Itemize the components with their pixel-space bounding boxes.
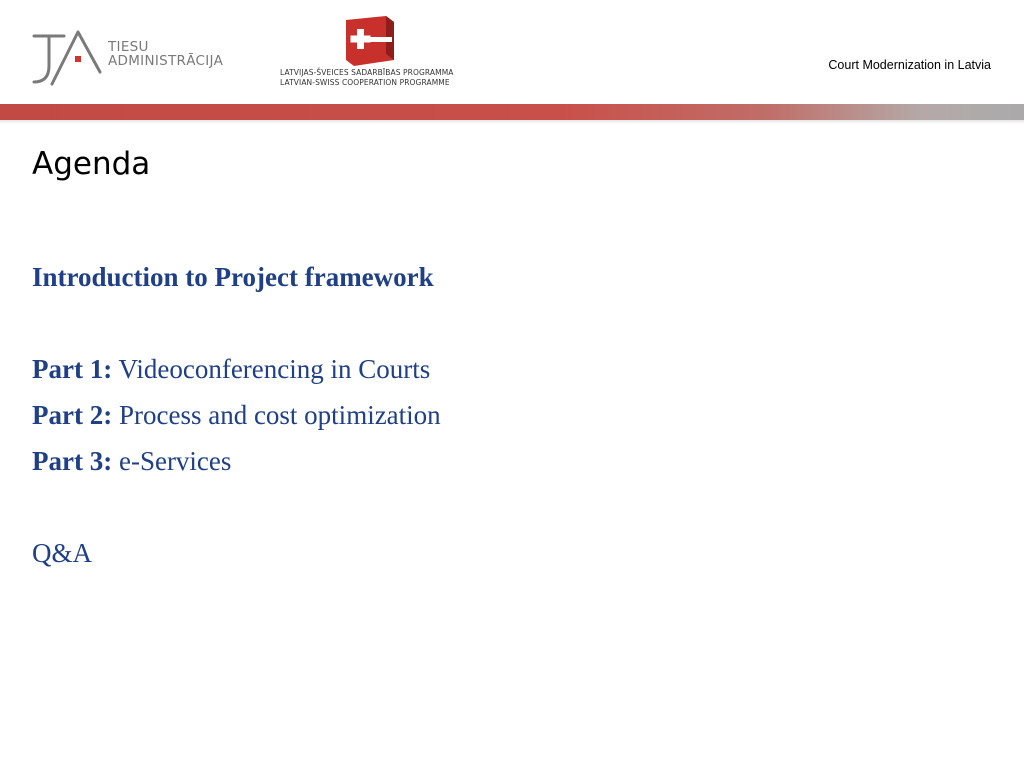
header-band-shadow — [0, 120, 1024, 124]
swiss-logo-line2: LATVIAN-SWISS COOPERATION PROGRAMME — [280, 78, 450, 87]
part-number: Part 1: — [32, 354, 113, 384]
part-text: Process and cost optimization — [112, 400, 441, 430]
ta-monogram-icon — [30, 26, 106, 88]
tiesu-administracija-logo — [30, 26, 230, 90]
part-number: Part 2: — [32, 400, 113, 430]
agenda-part-2 — [32, 392, 441, 438]
header-color-band — [0, 104, 1024, 120]
header-title: Court Modernization in Latvia — [828, 58, 991, 72]
swiss-cross-flag-icon — [340, 16, 398, 66]
header — [0, 0, 1024, 104]
part-text: e-Services — [112, 446, 232, 476]
ta-logo-line1: TIESU — [108, 39, 149, 55]
agenda-part-3 — [32, 438, 441, 484]
agenda-qa: Q&A — [32, 538, 92, 568]
ta-logo-line2: ADMINISTRĀCIJA — [108, 53, 224, 69]
swiss-logo-line1: LATVIJAS-ŠVEICES SADARBĪBAS PROGRAMMA — [280, 68, 454, 77]
latvian-swiss-programme-logo — [280, 16, 480, 90]
agenda-part-1 — [32, 346, 441, 392]
ta-logo-text — [108, 40, 223, 68]
swiss-logo-text — [280, 68, 460, 88]
agenda-intro: Introduction to Project framework — [32, 262, 434, 292]
part-number: Part 3: — [32, 446, 113, 476]
agenda-parts — [32, 346, 441, 484]
slide-title: Agenda — [32, 146, 151, 182]
part-text: Videoconferencing in Courts — [112, 354, 431, 384]
